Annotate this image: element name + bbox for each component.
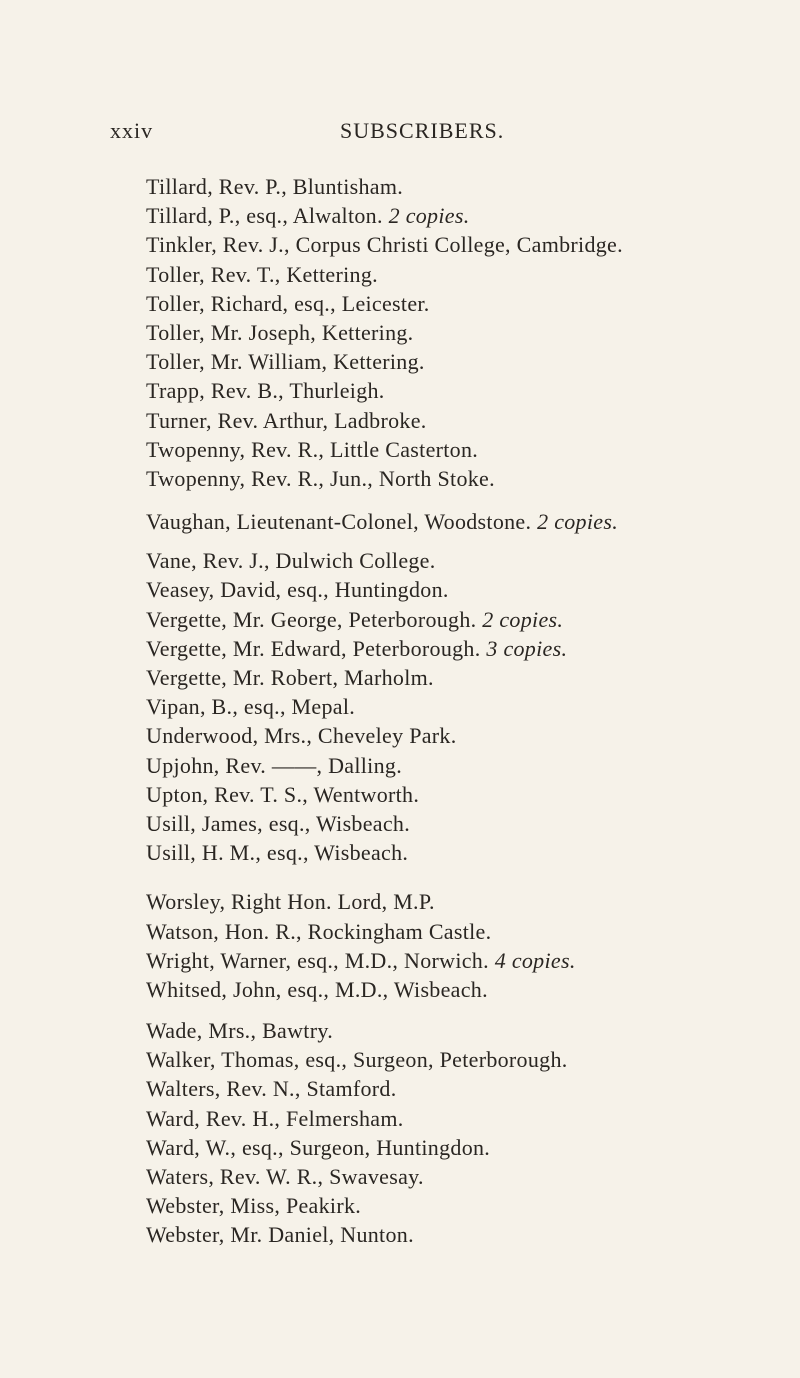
subscriber-name: Vaughan, Lieutenant-Colonel, Woodstone. bbox=[146, 509, 532, 535]
subscriber-entry bbox=[146, 1191, 786, 1220]
subscriber-name: Toller, Mr. William, Kettering. bbox=[146, 349, 425, 375]
copies-note: 2 copies. bbox=[537, 509, 618, 535]
subscriber-name: Wade, Mrs., Bawtry. bbox=[146, 1018, 334, 1044]
subscriber-name: Usill, H. M., esq., Wisbeach. bbox=[146, 840, 409, 866]
subscriber-name: Watson, Hon. R., Rockingham Castle. bbox=[146, 918, 492, 944]
subscriber-name: Usill, James, esq., Wisbeach. bbox=[146, 810, 411, 836]
subscriber-name: Walters, Rev. N., Stamford. bbox=[146, 1076, 397, 1102]
subscriber-name: Vipan, B., esq., Mepal. bbox=[146, 694, 356, 720]
subscriber-name: Webster, Mr. Daniel, Nunton. bbox=[146, 1222, 414, 1248]
subscriber-name: Ward, Rev. H., Felmersham. bbox=[146, 1105, 404, 1131]
subscriber-entry bbox=[146, 507, 786, 536]
copies-note: 4 copies. bbox=[494, 947, 576, 973]
copies-note: 2 copies. bbox=[388, 203, 470, 229]
subscriber-entry bbox=[146, 721, 786, 750]
subscriber-group bbox=[146, 1016, 786, 1250]
subscriber-entry bbox=[146, 318, 786, 347]
subscriber-name: Toller, Richard, esq., Leicester. bbox=[146, 290, 430, 316]
subscriber-entry bbox=[146, 1104, 786, 1133]
subscriber-entry bbox=[146, 838, 786, 867]
subscriber-name: Vane, Rev. J., Dulwich College. bbox=[146, 548, 436, 574]
subscriber-name: Worsley, Right Hon. Lord, M.P. bbox=[146, 889, 435, 915]
subscriber-entry bbox=[146, 347, 786, 376]
subscriber-name: Upjohn, Rev. ——, Dalling. bbox=[146, 752, 402, 778]
subscriber-name: Waters, Rev. W. R., Swavesay. bbox=[146, 1164, 424, 1189]
subscriber-name: Wright, Warner, esq., M.D., Norwich. bbox=[146, 947, 489, 973]
subscriber-entry bbox=[146, 464, 786, 493]
subscriber-entry bbox=[146, 809, 786, 838]
subscriber-name: Vergette, Mr. Robert, Marholm. bbox=[146, 665, 434, 690]
page-number: xxiv bbox=[110, 118, 154, 143]
subscriber-group bbox=[146, 507, 786, 536]
subscriber-name: Upton, Rev. T. S., Wentworth. bbox=[146, 781, 420, 807]
subscriber-entry bbox=[146, 1074, 786, 1103]
subscriber-entry bbox=[146, 780, 786, 809]
subscriber-group bbox=[146, 172, 786, 493]
subscriber-name: Trapp, Rev. B., Thurleigh. bbox=[146, 378, 385, 404]
copies-note: 2 copies. bbox=[482, 606, 564, 632]
subscriber-entry bbox=[146, 406, 786, 435]
subscriber-entry bbox=[146, 1016, 786, 1045]
subscriber-entry bbox=[146, 634, 786, 663]
subscriber-entry bbox=[146, 605, 786, 634]
subscriber-name: Tillard, P., esq., Alwalton. bbox=[146, 203, 383, 229]
subscriber-name: Vergette, Mr. Edward, Peterborough. bbox=[146, 635, 481, 661]
subscriber-entry bbox=[146, 575, 786, 604]
subscriber-name: Whitsed, John, esq., M.D., Wisbeach. bbox=[146, 976, 488, 1002]
subscriber-group bbox=[146, 546, 786, 867]
subscriber-name: Vergette, Mr. George, Peterborough. bbox=[146, 606, 477, 632]
subscriber-entry bbox=[146, 230, 786, 259]
subscriber-name: Veasey, David, esq., Huntingdon. bbox=[146, 577, 449, 603]
subscriber-name: Tinkler, Rev. J., Corpus Christi College, Cambridge. bbox=[146, 232, 623, 258]
subscriber-name: Toller, Rev. T., Kettering. bbox=[146, 261, 378, 287]
subscriber-entry bbox=[146, 1162, 786, 1191]
subscriber-entry bbox=[146, 1220, 786, 1249]
subscriber-name: Underwood, Mrs., Cheveley Park. bbox=[146, 723, 457, 749]
subscriber-name: Toller, Mr. Joseph, Kettering. bbox=[146, 319, 414, 345]
subscriber-name: Turner, Rev. Arthur, Ladbroke. bbox=[146, 407, 427, 433]
subscriber-entry bbox=[146, 751, 786, 780]
subscriber-name: Tillard, Rev. P., Bluntisham. bbox=[146, 174, 404, 199]
subscriber-group bbox=[146, 887, 786, 1004]
subscriber-entry bbox=[146, 1045, 786, 1074]
subscriber-entry bbox=[146, 692, 786, 721]
subscriber-entry bbox=[146, 887, 786, 916]
subscriber-entry bbox=[146, 201, 786, 230]
subscriber-entry bbox=[146, 917, 786, 946]
subscriber-name: Twopenny, Rev. R., Jun., North Stoke. bbox=[146, 465, 495, 491]
subscriber-entry bbox=[146, 289, 786, 318]
subscriber-name: Twopenny, Rev. R., Little Casterton. bbox=[146, 436, 479, 462]
subscriber-entry bbox=[146, 946, 786, 975]
subscriber-entry bbox=[146, 260, 786, 289]
subscriber-entry bbox=[146, 1133, 786, 1162]
subscriber-entry bbox=[146, 376, 786, 405]
subscriber-entry bbox=[146, 663, 786, 692]
running-title: SUBSCRIBERS. bbox=[340, 118, 505, 143]
subscriber-entry bbox=[146, 435, 786, 464]
copies-note: 3 copies. bbox=[486, 635, 568, 661]
subscriber-entry bbox=[146, 975, 786, 1004]
subscriber-name: Ward, W., esq., Surgeon, Huntingdon. bbox=[146, 1134, 491, 1160]
subscriber-entry bbox=[146, 172, 786, 201]
subscriber-name: Webster, Miss, Peakirk. bbox=[146, 1193, 362, 1219]
subscriber-entry bbox=[146, 546, 786, 575]
subscriber-name: Walker, Thomas, esq., Surgeon, Peterborough. bbox=[146, 1047, 568, 1073]
subscriber-list bbox=[146, 172, 786, 1250]
